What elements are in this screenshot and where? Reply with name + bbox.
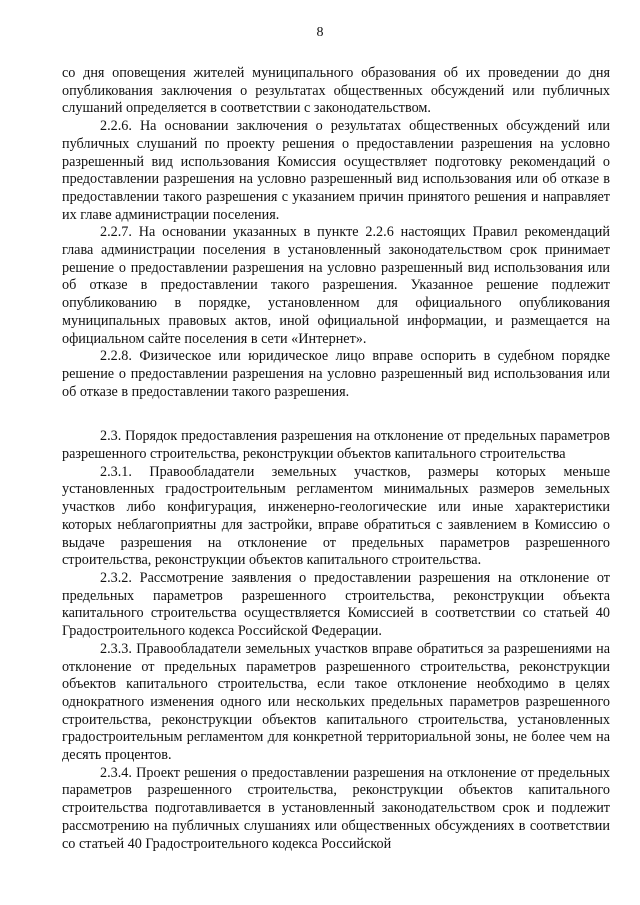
paragraph-2-2-8: 2.2.8. Физическое или юридическое лицо вправе оспорить в судебном порядке решение о предоставлении разрешения на условно разрешенный вид использования или об отказе в предоставлении такого разрешения.: [62, 348, 610, 400]
paragraph-2-2-7: 2.2.7. На основании указанных в пункте 2.2.6 настоящих Правил рекомендаций глава администрации поселения в установленный законодательством срок принимает решение о предоставлении разрешения на условно разрешенный вид использования или об отказе в предоставлении такого разрешения. Указанное решение подлежит опубликованию в порядке, установленном для официального опубликования муниципальных правовых актов, иной официальной информации, и размещается на официальном сайте поселения в сети «Интернет».: [62, 224, 610, 347]
paragraph-2-2-6: 2.2.6. На основании заключения о результатах общественных обсуждений или публичных слушаний по проекту решения о предоставлении разрешения на условно разрешенный вид использования Комиссия осуществляет подготовку рекомендаций о предоставлении разрешения на условно разрешенный вид использования или об отказе в предоставлении такого разрешения с указанием причин принятого решения и направляет их главе администрации поселения.: [62, 118, 610, 223]
document-body: [62, 65, 610, 853]
section-heading-2-3: 2.3. Порядок предоставления разрешения на отклонение от предельных параметров разрешенного строительства, реконструкции объектов капитального строительства: [62, 428, 610, 463]
page-number: 8: [316, 25, 324, 40]
section-spacer: [62, 401, 610, 428]
paragraph-continuation: со дня оповещения жителей муниципального образования об их проведении до дня опубликования заключения о результатах общественных обсуждений или публичных слушаний определяется в соответствии с законодательством.: [62, 65, 610, 117]
paragraph-2-3-4: 2.3.4. Проект решения о предоставлении разрешения на отклонение от предельных параметров разрешенного строительства, реконструкции объектов капитального строительства подготавливается в установленный законодательством срок и подлежит рассмотрению на публичных слушаниях или общественных обсуждениях в соответствии со статьей 40 Градостроительного кодекса Российской: [62, 764, 610, 852]
paragraph-2-3-2: 2.3.2. Рассмотрение заявления о предоставлении разрешения на отклонение от предельных параметров разрешенного строительства, реконструкции объекта капитального строительства осуществляется Комиссией в соответствии со статьей 40 Градостроительного кодекса Российской Федерации.: [62, 569, 610, 640]
paragraph-2-3-3: 2.3.3. Правообладатели земельных участков вправе обратиться за разрешениями на отклонение от предельных параметров разрешенного строительства, реконструкции объектов капитального строительства, если такое отклонение необходимо в целях однократного изменения одного или нескольких предельных параметров разрешенного строительства, реконструкции объектов капитального строительства, установленных градостроительным регламентом для конкретной территориальной зоны, не более чем на десять процентов.: [62, 640, 610, 764]
paragraph-2-3-1: 2.3.1. Правообладатели земельных участков, размеры которых меньше установленных градостроительным регламентом минимальных размеров земельных участков либо конфигурация, инженерно-геологические или иные характеристики которых неблагоприятны для застройки, вправе обратиться с заявлением в Комиссию о выдаче разрешения на отклонение от предельных параметров разрешенного строительства, реконструкции объектов капитального строительства.: [62, 463, 610, 569]
